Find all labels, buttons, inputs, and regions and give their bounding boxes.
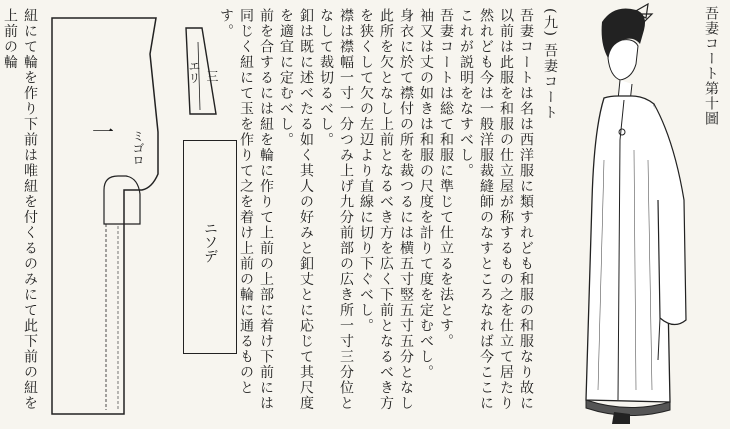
sleeve-label: ニソデ bbox=[202, 221, 218, 263]
collar-mark: 三 bbox=[205, 70, 219, 82]
left-column-text bbox=[0, 8, 40, 422]
article-heading: (九) 吾妻コート bbox=[542, 8, 558, 121]
body-label: ミゴロ bbox=[131, 130, 145, 166]
body-mark: 一 bbox=[92, 121, 115, 146]
article-paragraph: 釦は既に述べたる如く其人の好みと釦丈とに応じて其尺度を適宜に定むべし。 bbox=[278, 8, 314, 411]
article-paragraph: 襟は襟幅一寸一分つみ上げ九分前部の広き所一寸三分位となして裁切るべし。 bbox=[318, 8, 354, 411]
body-pattern bbox=[46, 14, 174, 414]
article-paragraph: 身衣に於て襟付の所を裁つるには横五寸竪五寸五分となし此所を欠となし上前となるべき方を広く下前となるべき方を狭くして欠の左辺より直線に切り下ぐべし。 bbox=[358, 8, 414, 411]
article-paragraph: 吾妻コートは名は西洋服に類すれども和服の和服なり故に以前は此服を和服の仕立屋が称するもの之を仕立て居たり然れども今は一般洋服裁縫師のなすところなれば今ここにこれが説明をなすべし。 bbox=[458, 8, 534, 411]
woman-in-coat-illustration bbox=[574, 0, 692, 429]
sleeve-pattern bbox=[183, 140, 237, 354]
article-paragraph: 袖又は丈の如きは和服の尺度を計りて度を定むべし。 bbox=[418, 8, 434, 380]
collar-label: エリ bbox=[187, 60, 201, 84]
article-paragraph: 前を合するには紐を輪に作りて上前の上部に着け下前には同じく紐にて玉を作りて之を着け上前の輪に通るものとす。 bbox=[218, 8, 274, 411]
article-paragraph: 吾妻コートは総て和服に準じて仕立るを法とす。 bbox=[438, 8, 454, 349]
figure-caption: 吾妻コート第十圖 bbox=[703, 6, 719, 126]
left-paragraph: 紐にて輪を作り下前は唯紐を付くるのみにて此下前の紐を上前の輪 bbox=[2, 8, 38, 411]
article-body bbox=[218, 8, 560, 422]
